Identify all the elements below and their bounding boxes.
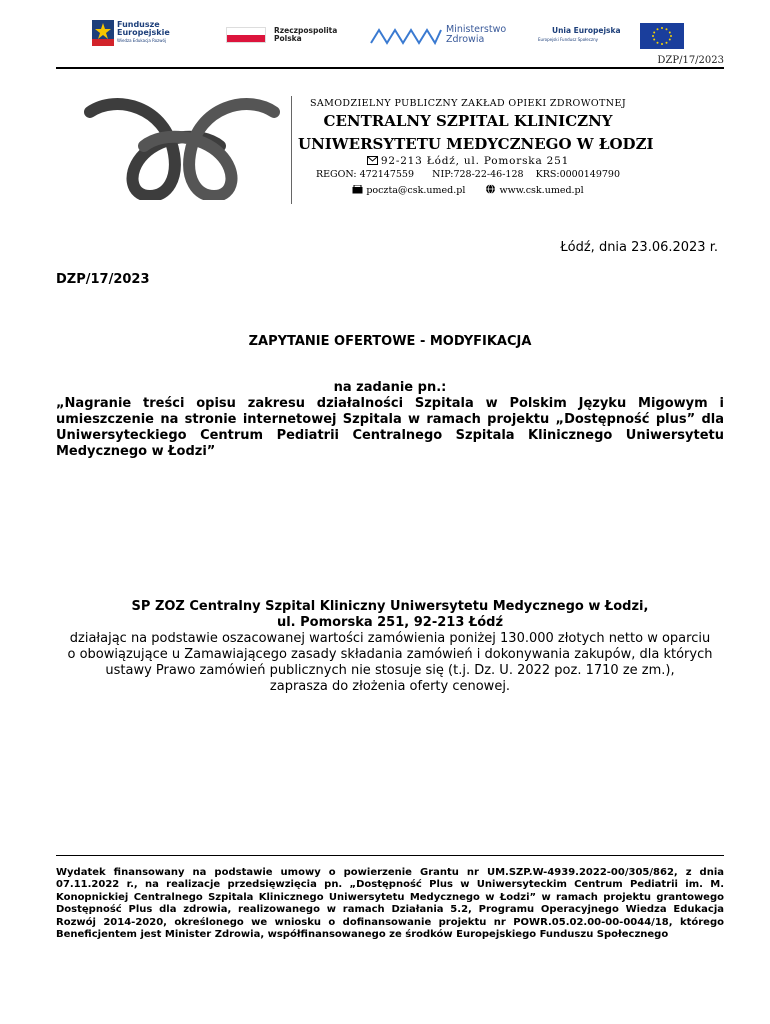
hospital-ribbon-logo (82, 96, 282, 200)
organization-address: ul. Pomorska 251, 92-213 Łódź (276, 615, 504, 630)
organization-name: SP ZOZ Centralny Szpital Kliniczny Uniwersytetu Medycznego w Łodzi, (131, 599, 649, 614)
eu-subtitle: Europejski Fundusz Społeczny (538, 37, 598, 42)
eu-title: Unia Europejska (552, 26, 621, 35)
header-divider (56, 67, 724, 69)
funding-footnote: Wydatek finansowany na podstawie umowy o powierzenie Grantu nr UM.SZP.W-4939.2022-00/305/862, z dnia 07.11.2022 r., na realizacje przedsięwzięcia pn. „Dostępność Plus w Uniwersyteckim Centrum Pediatrii im. M. Konopnickiej Centralnego Szpitala Klinicznego Uniwersytetu Medycznego w Łodzi” w ramach projektu grantowego Dostępność Plus dla zdrowia, realizowanego w ramach Działania 5.2, Programu Operacyjnego Wiedza Edukacja Rozwój 2014-2020, określonego we wniosku o dofinansowanie projektu nr POWR.05.02.00-00-0044/18, którego Beneficjentem jest Minister Zdrowia, współfinansowanego ze środków Europejskiego Funduszu Społecznego (56, 867, 724, 941)
fe-title: Fundusze Europejskie (117, 20, 170, 37)
statement-text: działając na podstawie oszacowanej wartości zamówienia poniżej 130.000 złotych netto w oparciu o obowiązujące u Zamawiającego zasady składania zamówień i dokonywania zakupów, dla których ustawy Prawo zamówień publicznych nie stosuje się (t.j. Dz. U. 2022 poz. 1710 ze zm.), (67, 631, 713, 678)
task-label: na zadanie pn.: (333, 380, 447, 395)
ministry-text: Ministerstwo Zdrowia (446, 24, 507, 45)
hospital-address-text: 92-213 Łódź, ul. Pomorska 251 (380, 155, 570, 167)
fundusze-europejskie-logo (92, 20, 192, 48)
hospital-address (298, 155, 638, 167)
task-description: „Nagranie treści opisu zakresu działalności Szpitala w Polskim Języku Migowym i umieszczenie na stronie internetowej Szpitala w ramach projektu „Dostępność plus” dla Uniwersyteckiego Centrum Pediatrii Centralnego Szpitala Klinicznego Uniwersytetu Medycznego w Łodzi” (56, 396, 724, 459)
hospital-ids: REGON: 472147559 NIP:728-22-46-128 KRS:0000149790 (315, 169, 621, 180)
polish-flag-icon (226, 27, 266, 43)
hospital-letterhead (298, 98, 654, 208)
mail-icon (352, 185, 363, 194)
ministry-wave-icon (370, 26, 442, 46)
envelope-icon (367, 156, 378, 165)
ministerstwo-zdrowia-logo (370, 24, 520, 48)
rzeczpospolita-logo (226, 27, 356, 45)
hospital-line-2: CENTRALNY SZPITAL KLINICZNY (323, 112, 613, 130)
letterhead-divider (291, 96, 292, 204)
eu-flag-icon (640, 23, 684, 49)
globe-icon (485, 184, 496, 194)
fe-star-icon (92, 20, 114, 46)
invitation-text: zaprasza do złożenia oferty cenowej. (269, 679, 511, 694)
organization-statement (64, 631, 716, 695)
footer-divider (56, 855, 724, 856)
hospital-line-3: UNIWERSYTETU MEDYCZNEGO W ŁODZI (298, 135, 654, 153)
hospital-email[interactable]: poczta@csk.umed.pl (366, 185, 466, 196)
document-title: ZAPYTANIE OFERTOWE - MODYFIKACJA (248, 334, 532, 349)
hospital-contact (298, 184, 638, 196)
poland-text: Rzeczpospolita Polska (274, 26, 338, 43)
fe-subtitle: Wiedza Edukacja Rozwój (117, 38, 167, 43)
unia-europejska-logo (538, 23, 688, 49)
document-date: Łódź, dnia 23.06.2023 r. (560, 240, 718, 255)
document-reference: DZP/17/2023 (56, 272, 150, 287)
header-reference: DZP/17/2023 (657, 55, 724, 66)
hospital-line-1: SAMODZIELNY PUBLICZNY ZAKŁAD OPIEKI ZDROWOTNEJ (309, 98, 627, 109)
hospital-www[interactable]: www.csk.umed.pl (499, 185, 584, 196)
